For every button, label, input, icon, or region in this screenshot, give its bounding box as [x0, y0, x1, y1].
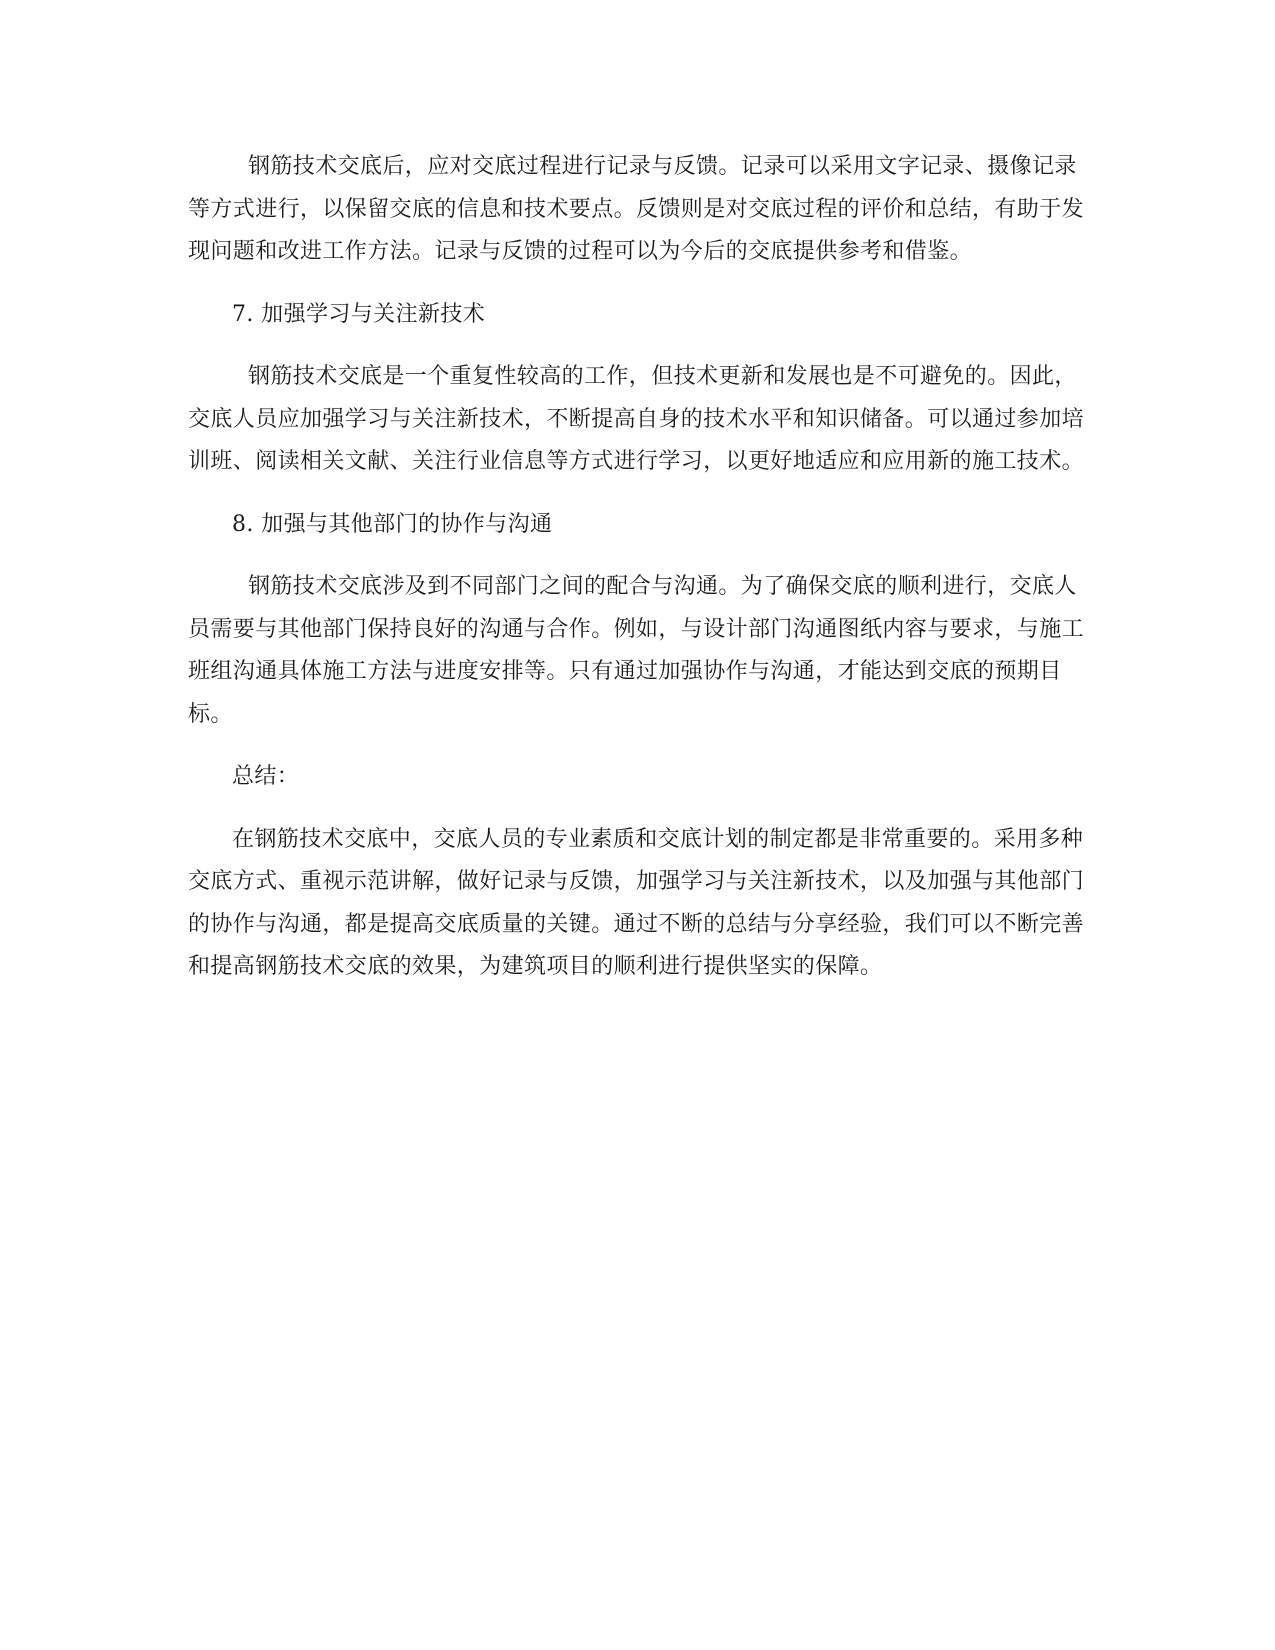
paragraph-gap	[188, 546, 1088, 566]
paragraph-gap	[188, 736, 1088, 756]
paragraph-summary: 在钢筋技术交底中，交底人员的专业素质和交底计划的制定都是非常重要的。采用多种交底方式、重视示范讲解，做好记录与反馈，加强学习与关注新技术，以及加强与其他部门的协作与沟通，都是提高交底质量的关键。通过不断的总结与分享经验，我们可以不断完善和提高钢筋技术交底的效果，为建筑项目的顺利进行提供坚实的保障。	[188, 826, 1085, 979]
paragraph-gap	[188, 799, 1088, 819]
paragraph-gap	[188, 484, 1088, 504]
section-heading-summary: 总结：	[232, 764, 300, 789]
paragraph-collaboration: 钢筋技术交底涉及到不同部门之间的配合与沟通。为了确保交底的顺利进行，交底人员需要与其他部门保持良好的沟通与合作。例如，与设计部门沟通图纸内容与要求，与施工班组沟通具体施工方法与进度安排等。只有通过加强协作与沟通，才能达到交底的预期目标。	[188, 574, 1085, 727]
paragraph-record-feedback: 钢筋技术交底后，应对交底过程进行记录与反馈。记录可以采用文字记录、摄像记录等方式进行，以保留交底的信息和技术要点。反馈则是对交底过程的评价和总结，有助于发现问题和改进工作方法。记录与反馈的过程可以为今后的交底提供参考和借鉴。	[188, 154, 1085, 264]
section-heading-8: 8. 加强与其他部门的协作与沟通	[232, 511, 553, 537]
paragraph-gap	[188, 274, 1088, 294]
section-heading-7: 7. 加强学习与关注新技术	[232, 301, 486, 327]
document-body	[188, 146, 1088, 989]
paragraph-gap	[188, 336, 1088, 356]
paragraph-learning-new-tech: 钢筋技术交底是一个重复性较高的工作，但技术更新和发展也是不可避免的。因此，交底人员应加强学习与关注新技术，不断提高自身的技术水平和知识储备。可以通过参加培训班、阅读相关文献、关注行业信息等方式进行学习，以更好地适应和应用新的施工技术。	[188, 364, 1085, 474]
